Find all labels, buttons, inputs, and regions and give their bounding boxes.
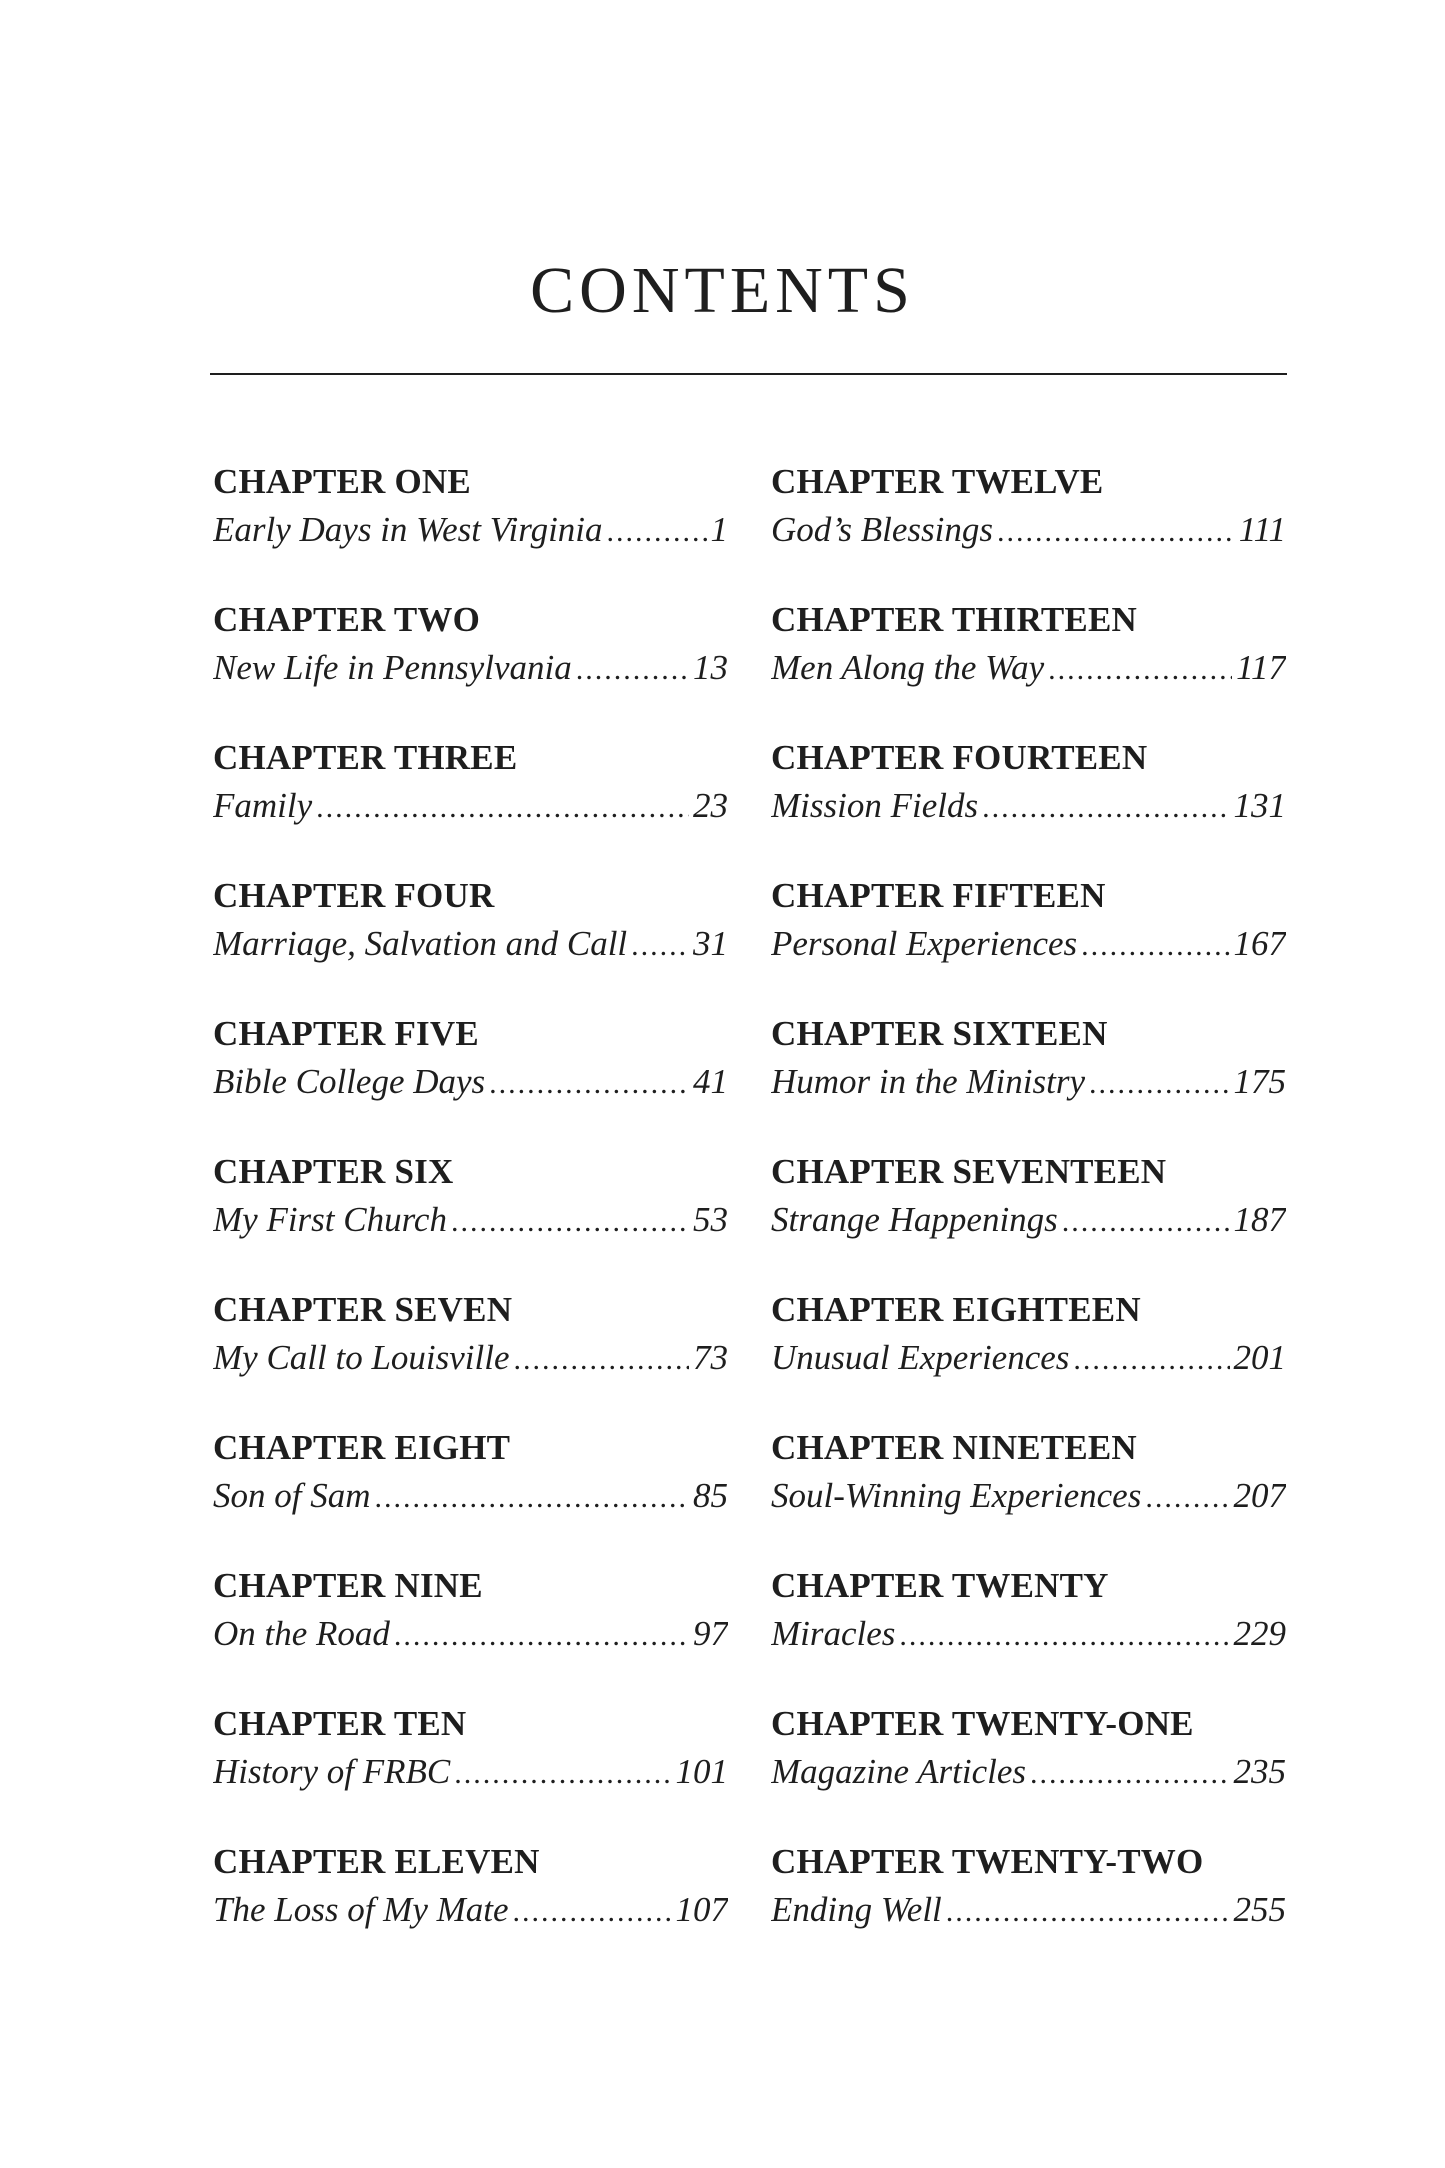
page-number: 131 <box>1233 786 1286 825</box>
dot-leader <box>899 1614 1229 1656</box>
chapter-line <box>213 508 728 552</box>
page-number: 31 <box>693 924 728 963</box>
toc-entry[interactable] <box>213 1566 728 1704</box>
toc-entry[interactable] <box>771 600 1286 738</box>
page-number: 53 <box>693 1200 728 1239</box>
toc-entry[interactable] <box>213 600 728 738</box>
chapter-number: CHAPTER ELEVEN <box>213 1842 540 1881</box>
chapter-title: The Loss of My Mate <box>213 1890 509 1929</box>
chapter-line <box>771 646 1286 690</box>
chapter-line <box>213 1888 728 1932</box>
chapter-title: New Life in Pennsylvania <box>213 648 572 687</box>
chapter-line <box>771 508 1286 552</box>
chapter-number: CHAPTER SIXTEEN <box>771 1014 1108 1053</box>
toc-entry[interactable] <box>771 462 1286 600</box>
page-number: 85 <box>693 1476 728 1515</box>
chapter-title: Early Days in West Virginia <box>213 510 603 549</box>
dot-leader <box>997 510 1235 552</box>
chapter-line <box>771 1198 1286 1242</box>
chapter-line <box>213 1336 728 1380</box>
dot-leader <box>454 1752 671 1794</box>
chapter-line <box>213 646 728 690</box>
chapter-number: CHAPTER FOUR <box>213 876 495 915</box>
dot-leader <box>982 786 1229 828</box>
dot-leader <box>451 1200 689 1242</box>
chapter-number: CHAPTER TWO <box>213 600 481 639</box>
page-number: 235 <box>1233 1752 1286 1791</box>
title-divider <box>210 373 1287 375</box>
dot-leader <box>514 1338 689 1380</box>
chapter-title: Men Along the Way <box>771 648 1045 687</box>
dot-leader <box>607 510 707 552</box>
chapter-line <box>213 1612 728 1656</box>
dot-leader <box>1081 924 1229 966</box>
page-number: 13 <box>693 648 728 687</box>
chapter-line <box>771 1612 1286 1656</box>
chapter-number: CHAPTER TEN <box>213 1704 467 1743</box>
dot-leader <box>1089 1062 1229 1104</box>
chapter-line <box>771 1474 1286 1518</box>
chapter-line <box>771 1750 1286 1794</box>
dot-leader <box>513 1890 672 1932</box>
chapter-title: Soul-Winning Experiences <box>771 1476 1142 1515</box>
chapter-title: My Call to Louisville <box>213 1338 510 1377</box>
chapter-line <box>771 1336 1286 1380</box>
chapter-title: Family <box>213 786 313 825</box>
toc-column-right <box>771 462 1286 1980</box>
toc-entry[interactable] <box>771 876 1286 1014</box>
chapter-title: Mission Fields <box>771 786 979 825</box>
chapter-title: Bible College Days <box>213 1062 486 1101</box>
toc-entry[interactable] <box>213 1428 728 1566</box>
dot-leader <box>394 1614 689 1656</box>
toc-entry[interactable] <box>771 738 1286 876</box>
chapter-line <box>213 1198 728 1242</box>
toc-entry[interactable] <box>771 1152 1286 1290</box>
dot-leader <box>316 786 689 828</box>
toc-entry[interactable] <box>213 1152 728 1290</box>
page-number: 1 <box>710 510 728 549</box>
chapter-line <box>213 922 728 966</box>
dot-leader <box>1073 1338 1229 1380</box>
page-number: 97 <box>693 1614 728 1653</box>
page-number: 201 <box>1233 1338 1286 1377</box>
toc-column-left <box>213 462 728 1980</box>
toc-entry[interactable] <box>213 1014 728 1152</box>
page-title: CONTENTS <box>530 254 915 327</box>
chapter-number: CHAPTER SEVENTEEN <box>771 1152 1167 1191</box>
chapter-number: CHAPTER TWENTY-ONE <box>771 1704 1194 1743</box>
chapter-title: Humor in the Ministry <box>771 1062 1086 1101</box>
chapter-title: On the Road <box>213 1614 390 1653</box>
toc-entry[interactable] <box>771 1428 1286 1566</box>
chapter-number: CHAPTER TWENTY <box>771 1566 1109 1605</box>
dot-leader <box>489 1062 689 1104</box>
page-number: 167 <box>1233 924 1286 963</box>
dot-leader <box>1145 1476 1229 1518</box>
toc-entry[interactable] <box>213 738 728 876</box>
dot-leader <box>375 1476 690 1518</box>
toc-entry[interactable] <box>771 1566 1286 1704</box>
dot-leader <box>1048 648 1232 690</box>
chapter-line <box>771 1060 1286 1104</box>
page-number: 229 <box>1233 1614 1286 1653</box>
chapter-line <box>771 922 1286 966</box>
chapter-title: Unusual Experiences <box>771 1338 1070 1377</box>
chapter-number: CHAPTER THIRTEEN <box>771 600 1137 639</box>
chapter-title: Strange Happenings <box>771 1200 1058 1239</box>
chapter-title: Son of Sam <box>213 1476 371 1515</box>
page-number: 175 <box>1233 1062 1286 1101</box>
chapter-number: CHAPTER FIVE <box>213 1014 479 1053</box>
chapter-number: CHAPTER ONE <box>213 462 471 501</box>
page-number: 111 <box>1238 510 1286 549</box>
dot-leader <box>576 648 689 690</box>
chapter-title: History of FRBC <box>213 1752 451 1791</box>
chapter-number: CHAPTER TWENTY-TWO <box>771 1842 1204 1881</box>
dot-leader <box>1062 1200 1230 1242</box>
chapter-line <box>213 1750 728 1794</box>
toc-entry[interactable] <box>213 1290 728 1428</box>
chapter-number: CHAPTER NINE <box>213 1566 483 1605</box>
chapter-number: CHAPTER FOURTEEN <box>771 738 1148 777</box>
chapter-title: God’s Blessings <box>771 510 994 549</box>
toc-entry[interactable] <box>771 1290 1286 1428</box>
toc-entry[interactable] <box>213 1704 728 1842</box>
toc-entry[interactable] <box>771 1842 1286 1980</box>
chapter-title: Marriage, Salvation and Call <box>213 924 628 963</box>
dot-leader <box>946 1890 1230 1932</box>
toc-entry[interactable] <box>213 1842 728 1980</box>
dot-leader <box>631 924 689 966</box>
chapter-number: CHAPTER NINETEEN <box>771 1428 1137 1467</box>
chapter-number: CHAPTER EIGHTEEN <box>771 1290 1141 1329</box>
chapter-line <box>213 1474 728 1518</box>
toc-entry[interactable] <box>213 876 728 1014</box>
chapter-title: Personal Experiences <box>771 924 1078 963</box>
chapter-number: CHAPTER SEVEN <box>213 1290 513 1329</box>
chapter-line <box>213 1060 728 1104</box>
chapter-number: CHAPTER FIFTEEN <box>771 876 1106 915</box>
page-number: 187 <box>1233 1200 1286 1239</box>
page-number: 207 <box>1233 1476 1286 1515</box>
chapter-number: CHAPTER THREE <box>213 738 518 777</box>
dot-leader <box>1030 1752 1229 1794</box>
toc-entry[interactable] <box>213 462 728 600</box>
page-number: 101 <box>675 1752 728 1791</box>
page-number: 107 <box>675 1890 728 1929</box>
chapter-title: My First Church <box>213 1200 447 1239</box>
chapter-line <box>771 1888 1286 1932</box>
chapter-number: CHAPTER SIX <box>213 1152 454 1191</box>
chapter-number: CHAPTER EIGHT <box>213 1428 511 1467</box>
chapter-title: Magazine Articles <box>771 1752 1027 1791</box>
chapter-line <box>771 784 1286 828</box>
chapter-line <box>213 784 728 828</box>
chapter-number: CHAPTER TWELVE <box>771 462 1104 501</box>
page-number: 73 <box>693 1338 728 1377</box>
page-number: 23 <box>693 786 728 825</box>
page-number: 41 <box>693 1062 728 1101</box>
page-number: 117 <box>1236 648 1286 687</box>
chapter-title: Miracles <box>771 1614 896 1653</box>
toc-entry[interactable] <box>771 1704 1286 1842</box>
chapter-title: Ending Well <box>771 1890 942 1929</box>
toc-entry[interactable] <box>771 1014 1286 1152</box>
page-number: 255 <box>1233 1890 1286 1929</box>
